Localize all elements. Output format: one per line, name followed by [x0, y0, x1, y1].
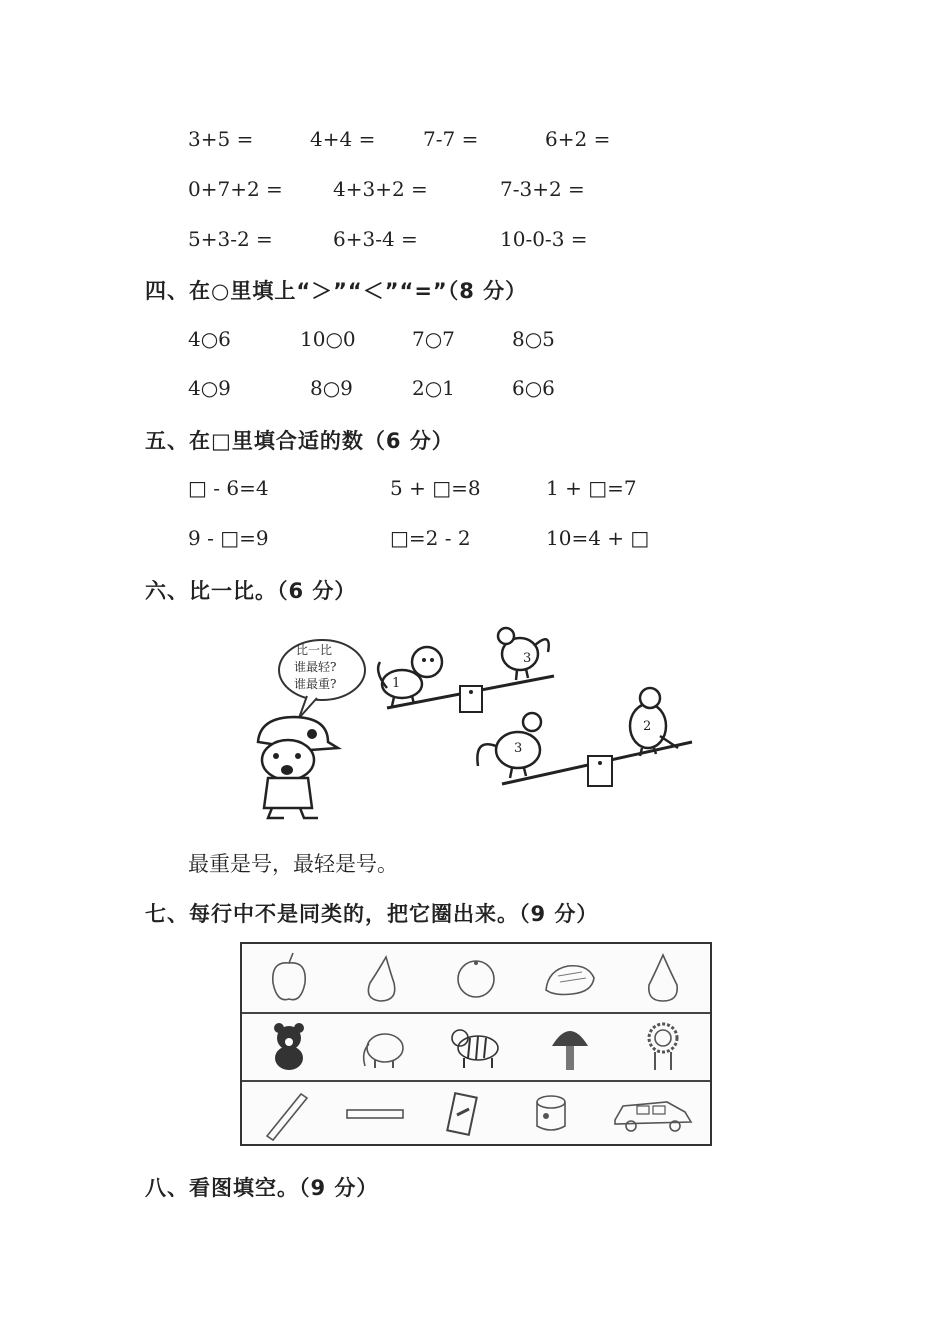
seesaw-icon: [470, 686, 700, 796]
fill-box-item: 9 - □=9: [188, 526, 269, 550]
animal-number: 3: [514, 741, 523, 756]
section-title: 八、看图填空。（9 分）: [145, 1176, 379, 1200]
compare-item: 4○9: [188, 376, 231, 400]
equation: 3+5 =: [188, 127, 254, 151]
tiger-icon[interactable]: [446, 1018, 506, 1076]
equation: 4+3+2 =: [333, 177, 428, 201]
lion-icon[interactable]: [633, 1018, 693, 1076]
compare-item: 7○7: [412, 327, 455, 351]
fill-box-item: □ - 6=4: [188, 476, 269, 500]
section-title: 七、每行中不是同类的，把它圈出来。（9 分）: [145, 902, 599, 926]
compare-item: 8○5: [512, 327, 555, 351]
ruler-icon[interactable]: [345, 1085, 405, 1143]
bear-icon[interactable]: [259, 1018, 319, 1076]
equation: 7-7 =: [423, 127, 479, 151]
animal-number: 1: [392, 676, 401, 691]
compare-item: 2○1: [412, 376, 455, 400]
section-title: 五、在□里填合适的数（6 分）: [145, 429, 454, 453]
compare-item: 4○6: [188, 327, 231, 351]
seesaw-lower: [470, 686, 700, 800]
speech-line: 谁最重?: [294, 677, 337, 691]
speech-line: 比一比: [296, 643, 333, 657]
elephant-icon[interactable]: [352, 1018, 412, 1076]
pear-icon[interactable]: [633, 949, 693, 1007]
orange-icon[interactable]: [446, 949, 506, 1007]
classification-table: [240, 942, 712, 1146]
table-row: [242, 1082, 710, 1146]
shoe-icon[interactable]: [540, 949, 600, 1007]
compare-item: 8○9: [310, 376, 353, 400]
fill-box-item: □=2 - 2: [390, 526, 471, 550]
table-row: [242, 944, 710, 1014]
pencil-sharpener-icon[interactable]: [521, 1085, 581, 1143]
compare-item: 6○6: [512, 376, 555, 400]
equation: 7-3+2 =: [500, 177, 585, 201]
equation: 5+3-2 =: [188, 227, 273, 251]
apple-icon[interactable]: [259, 949, 319, 1007]
section-title: 四、在○里填上“＞”“＜”“=”（8 分）: [145, 279, 528, 303]
eraser-icon[interactable]: [433, 1085, 493, 1143]
answer-line: 最重是号，最轻是号。: [188, 852, 398, 876]
fill-box-item: 5 + □=8: [390, 476, 481, 500]
fill-box-item: 10=4 + □: [546, 526, 650, 550]
compare-item: 10○0: [300, 327, 356, 351]
boy-icon: [250, 712, 345, 822]
equation: 0+7+2 =: [188, 177, 283, 201]
fill-box-item: 1 + □=7: [546, 476, 637, 500]
equation: 4+4 =: [310, 127, 376, 151]
equation: 10-0-3 =: [500, 227, 588, 251]
speech-line: 谁最轻?: [294, 660, 337, 674]
equation: 6+3-4 =: [333, 227, 418, 251]
animal-number: 3: [523, 651, 532, 666]
pear-icon[interactable]: [352, 949, 412, 1007]
table-row: [242, 1014, 710, 1082]
boy-figure: [250, 712, 345, 826]
car-icon[interactable]: [610, 1085, 696, 1143]
pencil-icon[interactable]: [256, 1085, 316, 1143]
equation: 6+2 =: [545, 127, 611, 151]
animal-number: 2: [643, 719, 652, 734]
section-title: 六、比一比。（6 分）: [145, 579, 357, 603]
mushroom-icon[interactable]: [540, 1018, 600, 1076]
